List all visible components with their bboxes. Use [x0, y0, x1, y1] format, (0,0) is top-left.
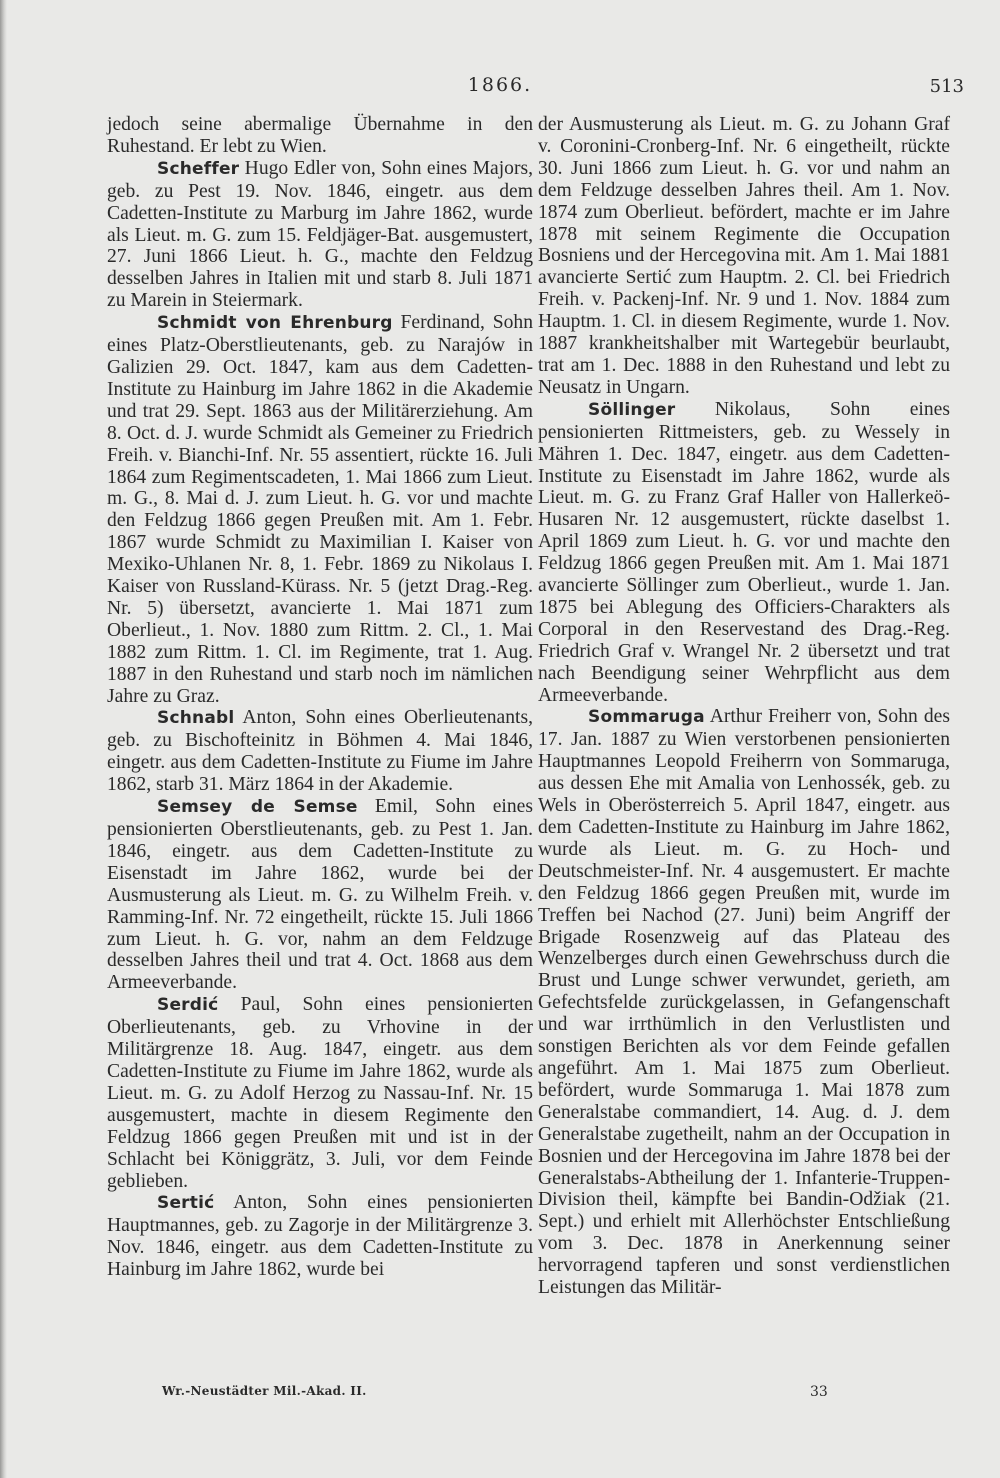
entry-continuation: [538, 114, 950, 399]
entry-schmidt: [107, 312, 533, 707]
entry-sommaruga: [538, 706, 950, 1298]
entry-sollinger: [538, 399, 950, 707]
entry-name: Scheffer: [157, 158, 240, 179]
entry-sertic: [107, 1192, 533, 1281]
entry-name: Sommaruga: [588, 707, 705, 728]
left-column: [107, 114, 533, 1281]
footer-signature: Wr.-Neustädter Mil.-Akad. II.: [162, 1384, 367, 1398]
entry-name: Söllinger: [588, 399, 676, 420]
entry-text: Emil, Sohn eines pensionierten Oberstlieutenants, geb. zu Pest 1. Jan. 1846, eingetr. aus dem Cadetten-Institute zu Eisenstadt im Jahre 1862, wurde bei der Ausmusterung als Lieut. m. G. zu Wilhelm Freih. v. Ramming-Inf. Nr. 72 eingetheilt, rückte 15. Juli 1866 zum Lieut. h. G. vor, nahm an dem Feldzuge desselben Jahres theil und trat 4. Oct. 1868 aus dem Armeeverbande.: [107, 796, 533, 994]
right-column: [538, 114, 950, 1299]
page-edge-shadow: [0, 0, 7, 1478]
entry-text: Anton, Sohn eines pensionierten Hauptmannes, geb. zu Zagorje in der Militärgrenze 3. Nov. 1846, eingetr. aus dem Cadetten-Institute zu Hainburg im Jahre 1862, wurde bei: [107, 1192, 533, 1281]
entry-name: Schnabl: [157, 708, 235, 729]
footer-sheet-number: 33: [810, 1384, 828, 1400]
entry-text: Ferdinand, Sohn eines Platz-Oberstlieutenants, geb. zu Narajów in Galizien 29. Oct. 1847, kam aus dem Cadetten-Institute zu Hainburg im Jahre 1862 in die Akademie und trat 29. Sept. 1863 aus der Militärerziehung. Am 8. Oct. d. J. wurde Schmidt als Gemeiner zu Friedrich Freih. v. Bianchi-Inf. Nr. 55 assentiert, rückte 16. Juli 1864 zum Regimentscadeten, 1. Mai 1866 zum Lieut. m. G., 8. Mai d. J. zum Lieut. h. G. vor und machte den Feldzug 1866 gegen Preußen mit. Am 1. Febr. 1867 wurde Schmidt zu Maximilian I. Kaiser von Mexiko-Uhlanen Nr. 8, 1. Febr. 1869 zu Nikolaus I. Kaiser von Russland-Kürass. Nr. 5 (jetzt Drag.-Reg. Nr. 5) übersetzt, avancierte 1. Mai 1871 zum Oberlieut., 1. Nov. 1880 zum Rittm. 2. Cl., 1. Mai 1882 zum Rittm. 1. Cl. im Regimente, trat 1. Aug. 1887 in den Ruhestand und starb noch im nämlichen Jahre zu Graz.: [107, 312, 533, 707]
entry-text: Arthur Freiherr von, Sohn des 17. Jan. 1887 zu Wien verstorbenen pensionierten Hauptmannes Leopold Freiherrn von Sommaruga, aus dessen Ehe mit Amalia von Lenhossék, geb. zu Wels in Oberösterreich 5. April 1847, eingetr. aus dem Cadetten-Institute zu Hainburg im Jahre 1862, wurde als Lieut. m. G. zu Hoch- und Deutschmeister-Inf. Nr. 4 ausgemustert. Er machte den Feldzug 1866 gegen Preußen mit, wurde im Treffen bei Nachod (27. Juni) beim Angriff der Brigade Rosenzweig auf das Plateau des Wenzelberges durch einen Gewehrschuss durch die Brust und Lunge schwer verwundet, gerieth, am Gefechtsfelde zurückgelassen, in Gefangenschaft und war irrthümlich in den Verlustlisten und sonstigen Berichten als vor dem Feinde gefallen angeführt. Am 1. Mai 1875 zum Oberlieut. befördert, wurde Sommaruga 1. Mai 1878 zum Generalstabe commandiert, 14. Aug. d. J. dem Generalstabe zugetheilt, nahm an der Occupation in Bosnien und der Hercegovina im Jahre 1878 bei der Generalstabs-Abtheilung der 1. Infanterie-Truppen-Division theil, kämpfte bei Bandin-Odžiak (21. Sept.) und erhielt mit Allerhöchster Entschließung vom 3. Dec. 1878 in Anerkennung seiner hervorragend tapferen und sonst verdienstlichen Leistungen das Militär-: [538, 706, 950, 1299]
entry-text: Nikolaus, Sohn eines pensionierten Rittmeisters, geb. zu Wessely in Mähren 1. Dec. 1847, eingetr. aus dem Cadetten-Institute zu Eisenstadt im Jahre 1862, wurde als Lieut. m. G. zu Franz Graf Haller von Hallerkeö-Husaren Nr. 12 ausgemustert, rückte daselbst 1. April 1869 zum Lieut. h. G. vor und machte den Feldzug 1866 gegen Preußen mit. Am 1. Mai 1871 avancierte Söllinger zum Oberlieut., wurde 1. Jan. 1875 bei Ablegung des Officiers-Charakters als Corporal in den Reservestand des Drag.-Reg. Friedrich Graf v. Wrangel Nr. 2 übersetzt und trat nach Beendigung seiner Wehrpflicht aus dem Armeeverbande.: [538, 398, 950, 706]
entry-schnabl: [107, 707, 533, 796]
entry-name: Semsey de Semse: [157, 797, 358, 818]
running-head-year: 1866.: [467, 74, 533, 96]
entry-text: Anton, Sohn eines Oberlieutenants, geb. zu Bischofteinitz in Böhmen 4. Mai 1846, eingetr. aus dem Cadetten-Institute zu Fiume im Jahre 1862, starb 31. März 1864 in der Akademie.: [107, 707, 533, 796]
entry-text: jedoch seine abermalige Übernahme in den Ruhestand. Er lebt zu Wien.: [107, 114, 533, 157]
entry-name: Sertić: [157, 1193, 215, 1214]
entry-continuation: [107, 114, 533, 158]
entry-name: Schmidt von Ehrenburg: [157, 313, 393, 334]
entry-text: Hugo Edler von, Sohn eines Majors, geb. zu Pest 19. Nov. 1846, eingetr. aus dem Cadetten-Institute zu Marburg im Jahre 1862, wurde als Lieut. m. G. zum 15. Feldjäger-Bat. ausgemustert, 27. Juni 1866 Lieut. h. G., machte den Feldzug desselben Jahres in Italien mit und starb 8. Juli 1871 zu Marein in Steiermark.: [107, 157, 533, 312]
entry-name: Serdić: [157, 995, 219, 1016]
entry-scheffer: [107, 158, 533, 312]
entry-serdic: [107, 994, 533, 1192]
entry-semsey: [107, 796, 533, 994]
entry-text: der Ausmusterung als Lieut. m. G. zu Johann Graf v. Coronini-Cronberg-Inf. Nr. 6 eingetheilt, rückte 30. Juni 1866 zum Lieut. h. G. vor und nahm an dem Feldzuge desselben Jahres theil. Am 1. Nov. 1874 zum Oberlieut. befördert, machte er im Jahre 1878 mit seinem Regimente die Occupation Bosniens und der Hercegovina mit. Am 1. Mai 1881 avancierte Sertić zum Hauptm. 2. Cl. bei Friedrich Freih. v. Packenj-Inf. Nr. 9 und 1. Nov. 1884 zum Hauptm. 1. Cl. in diesem Regimente, wurde 1. Nov. 1887 krankheitshalber mit Wartegebür beurlaubt, trat am 1. Dec. 1888 in den Ruhestand und lebt zu Neusatz in Ungarn.: [538, 114, 950, 398]
entry-text: Paul, Sohn eines pensionierten Oberlieutenants, geb. zu Vrhovine in der Militärgrenze 18. Aug. 1847, eingetr. aus dem Cadetten-Institute zu Fiume im Jahre 1862, wurde als Lieut. m. G. zu Adolf Herzog zu Nassau-Inf. Nr. 15 ausgemustert, machte in diesem Regimente den Feldzug 1866 gegen Preußen mit und ist in der Schlacht bei Königgrätz, 3. Juli, vor dem Feinde geblieben.: [107, 994, 533, 1192]
page-number: 513: [929, 76, 964, 97]
